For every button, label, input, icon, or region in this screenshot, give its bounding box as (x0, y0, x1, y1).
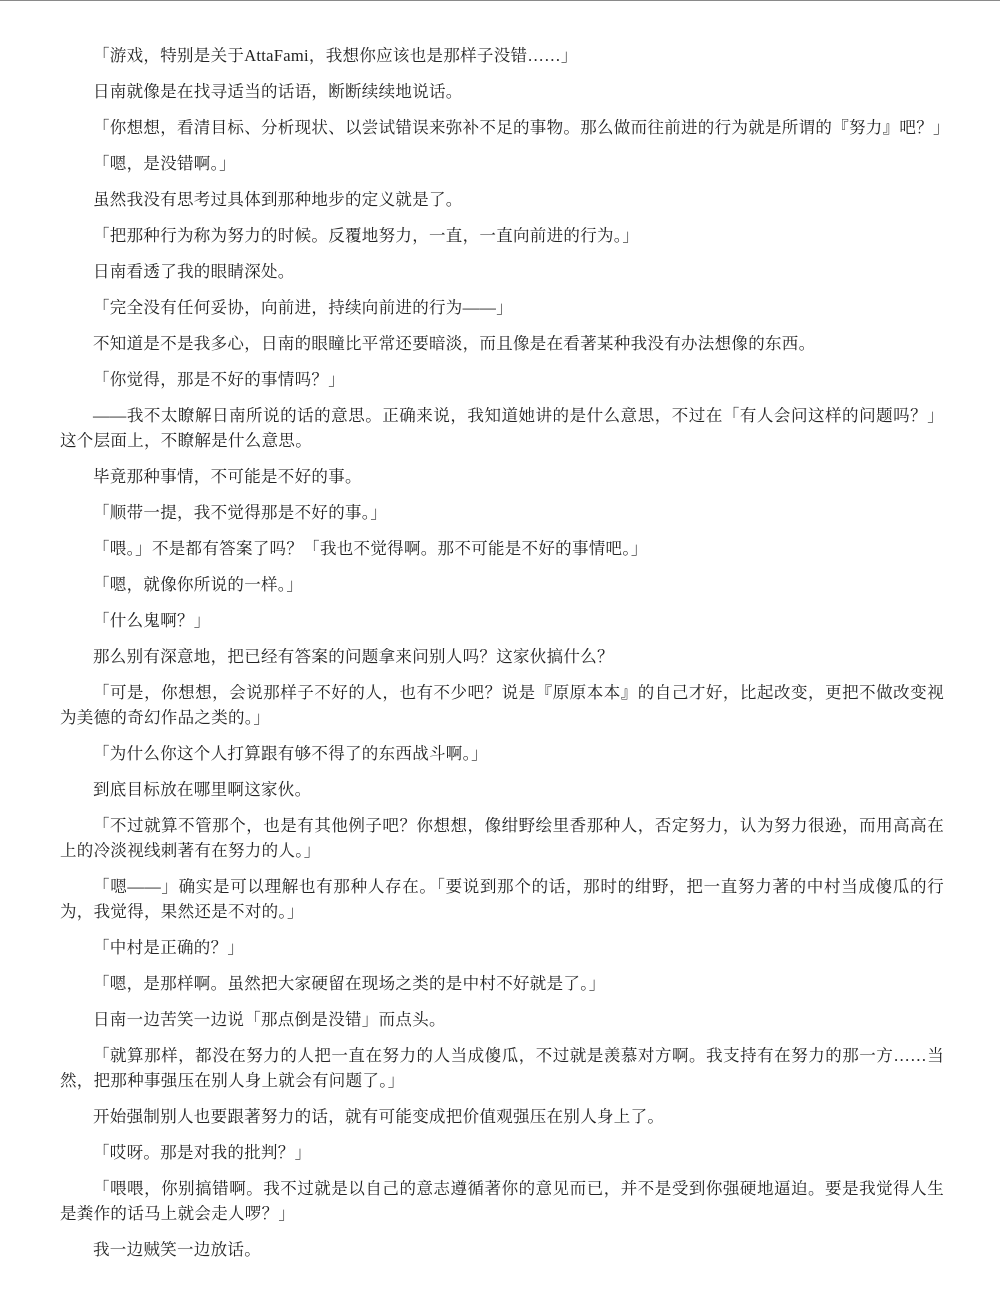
paragraph: 「你想想，看清目标、分析现状、以尝试错误来弥补不足的事物。那么做而往前进的行为就是所谓的『努力』吧？」 (93, 118, 950, 137)
paragraph: 「哎呀。那是对我的批判？」 (93, 1143, 312, 1162)
paragraph: 那么别有深意地，把已经有答案的问题拿来问别人吗？这家伙搞什么？ (93, 647, 614, 666)
paragraph: 「喂喂，你别搞错啊。我不过就是以自己的意志遵循著你的意见而已，并不是受到你强硬地逼迫。要是我觉得人生是粪作的话马上就会走人啰？」 (60, 1179, 944, 1223)
paragraph: 日南一边苦笑一边说「那点倒是没错」而点头。 (93, 1010, 446, 1029)
paragraph: ——我不太瞭解日南所说的话的意思。正确来说，我知道她讲的是什么意思，不过在「有人会问这样的问题吗？」这个层面上，不瞭解是什么意思。 (60, 406, 944, 450)
paragraph: 我一边贼笑一边放话。 (93, 1240, 261, 1259)
paragraph: 「喂。」不是都有答案了吗？「我也不觉得啊。那不可能是不好的事情吧。」 (93, 539, 648, 558)
paragraph: 日南看透了我的眼睛深处。 (93, 262, 295, 281)
paragraph: 「嗯——」确实是可以理解也有那种人存在。「要说到那个的话，那时的绀野，把一直努力著的中村当成傻瓜的行为，我觉得，果然还是不对的。」 (60, 877, 944, 921)
paragraph: 「嗯，是那样啊。虽然把大家硬留在现场之类的是中村不好就是了。」 (93, 974, 606, 993)
paragraph: 不知道是不是我多心，日南的眼瞳比平常还要暗淡，而且像是在看著某种我没有办法想像的东西。 (93, 334, 816, 353)
paragraph: 「就算那样，都没在努力的人把一直在努力的人当成傻瓜，不过就是羡慕对方啊。我支持有在努力的那一方……当然，把那种事强压在别人身上就会有问题了。」 (60, 1046, 944, 1090)
paragraph: 「你觉得，那是不好的事情吗？」 (93, 370, 345, 389)
paragraph: 「完全没有任何妥协，向前进，持续向前进的行为——」 (93, 298, 513, 317)
paragraph: 「为什么你这个人打算跟有够不得了的东西战斗啊。」 (93, 744, 488, 763)
paragraph: 「顺带一提，我不觉得那是不好的事。」 (93, 503, 388, 522)
paragraph: 毕竟那种事情，不可能是不好的事。 (93, 467, 362, 486)
paragraph: 「中村是正确的？」 (93, 938, 245, 957)
paragraph: 「可是，你想想，会说那样子不好的人，也有不少吧？说是『原原本本』的自己才好，比起改变，更把不做改变视为美德的奇幻作品之类的。」 (60, 683, 944, 727)
paragraph: 开始强制别人也要跟著努力的话，就有可能变成把价值观强压在别人身上了。 (93, 1107, 665, 1126)
paragraph: 虽然我没有思考过具体到那种地步的定义就是了。 (93, 190, 463, 209)
paragraph: 「不过就算不管那个，也是有其他例子吧？你想想，像绀野绘里香那种人，否定努力，认为努力很逊，而用高高在上的冷淡视线刺著有在努力的人。」 (60, 816, 944, 860)
paragraph: 到底目标放在哪里啊这家伙。 (93, 780, 312, 799)
paragraph: 「什么鬼啊？」 (93, 611, 211, 630)
paragraph: 「嗯，是没错啊。」 (93, 154, 236, 173)
paragraph: 「嗯，就像你所说的一样。」 (93, 575, 304, 594)
paragraph: 「把那种行为称为努力的时候。反覆地努力，一直，一直向前进的行为。」 (93, 226, 640, 245)
paragraph: 日南就像是在找寻适当的话语，断断续续地说话。 (93, 82, 463, 101)
paragraph: 「游戏，特别是关于AttaFami，我想你应该也是那样子没错……」 (93, 46, 578, 65)
novel-text-body (60, 43, 950, 1262)
